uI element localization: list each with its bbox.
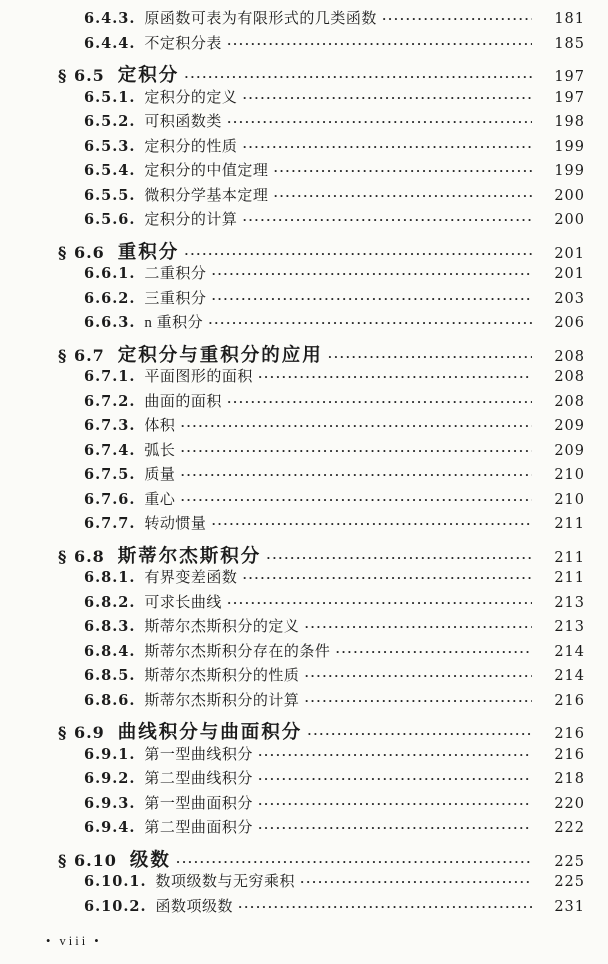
- toc-entry: [0, 238, 608, 263]
- toc-entry-title: 定积分的中值定理: [144, 163, 269, 179]
- toc-entry: [0, 7, 608, 32]
- toc-entry-title: 原函数可表为有限形式的几类函数: [144, 11, 377, 27]
- toc-entry: [0, 591, 608, 616]
- toc-entry-page: 209: [554, 418, 585, 434]
- toc-entry-number: 6.6.2.: [84, 289, 136, 307]
- dot-leader: [258, 820, 532, 836]
- toc-entry: [0, 640, 608, 665]
- toc-entry-number: 6.4.4.: [84, 34, 136, 52]
- toc-entry: [0, 341, 608, 366]
- toc-list: [0, 7, 608, 919]
- toc-entry-title: 不定积分表: [144, 35, 222, 52]
- toc-entry: [0, 208, 608, 233]
- toc-entry-title: 第一型曲面积分: [144, 795, 253, 812]
- toc-entry-title: 平面图形的面积: [144, 369, 253, 385]
- toc-entry: [0, 895, 608, 920]
- toc-entry: [0, 664, 608, 689]
- toc-entry-page: 211: [554, 570, 585, 586]
- toc-entry: [0, 159, 608, 184]
- toc-entry-page: 213: [554, 619, 585, 635]
- dot-leader: [227, 114, 532, 130]
- toc-entry-page: 216: [554, 726, 585, 742]
- toc-entry-number: § 6.9: [58, 723, 105, 742]
- dot-leader: [208, 315, 532, 331]
- toc-entry-page: 214: [554, 643, 585, 660]
- toc-entry-title: 转动惯量: [144, 516, 207, 532]
- toc-entry-number: 6.8.5.: [84, 667, 136, 684]
- toc-entry-page: 199: [554, 138, 585, 155]
- toc-entry-title: 曲面的面积: [144, 393, 222, 410]
- toc-entry-page: 198: [554, 114, 585, 130]
- toc-entry-page: 210: [554, 467, 585, 483]
- toc-entry: [0, 311, 608, 336]
- toc-entry-number: 6.9.1.: [84, 745, 136, 763]
- toc-entry-number: § 6.8: [58, 546, 105, 566]
- toc-entry-title: 函数项级数: [155, 898, 234, 915]
- dot-leader: [238, 899, 532, 915]
- dot-leader: [300, 874, 532, 890]
- toc-entry-page: 197: [554, 89, 585, 106]
- toc-entry-number: 6.5.1.: [84, 88, 136, 106]
- toc-entry-number: 6.9.4.: [84, 819, 136, 836]
- toc-entry-title: 级数: [129, 850, 171, 871]
- toc-entry-number: 6.7.7.: [84, 515, 136, 532]
- toc-entry: [0, 61, 608, 86]
- toc-entry: [0, 365, 608, 390]
- toc-entry-number: § 6.5: [58, 66, 105, 85]
- toc-entry-page: 211: [554, 549, 585, 566]
- dot-leader: [180, 418, 532, 434]
- toc-entry-number: 6.8.6.: [84, 691, 136, 709]
- toc-entry-title: 定积分的性质: [144, 138, 238, 155]
- toc-entry-number: 6.7.1.: [84, 368, 136, 385]
- toc-entry-title: 二重积分: [144, 266, 207, 282]
- toc-entry: [0, 439, 608, 464]
- toc-entry: [0, 287, 608, 312]
- toc-entry-page: 206: [554, 315, 585, 331]
- dot-leader: [176, 854, 532, 870]
- toc-entry-page: 208: [554, 348, 585, 365]
- toc-entry-title: 斯蒂尔杰斯积分的定义: [144, 619, 300, 635]
- toc-entry-number: 6.10.2.: [84, 897, 147, 915]
- dot-leader: [304, 693, 532, 709]
- toc-entry: [0, 743, 608, 768]
- toc-entry-page: 216: [554, 746, 585, 763]
- toc-entry: [0, 414, 608, 439]
- dot-leader: [242, 570, 532, 586]
- toc-entry-page: 181: [554, 11, 585, 27]
- toc-entry-number: 6.8.3.: [84, 618, 136, 635]
- toc-entry-number: 6.7.4.: [84, 441, 136, 459]
- toc-entry-page: 203: [554, 290, 585, 307]
- toc-entry: [0, 488, 608, 513]
- toc-entry-page: 218: [554, 771, 585, 787]
- dot-leader: [184, 69, 532, 85]
- toc-entry-page: 213: [554, 594, 585, 611]
- toc-entry-number: 6.9.2.: [84, 770, 136, 787]
- dot-leader: [258, 747, 532, 763]
- toc-entry: [0, 86, 608, 111]
- toc-entry-title: 斯蒂尔杰斯积分的性质: [144, 668, 300, 684]
- toc-entry-title: 定积分: [117, 66, 180, 86]
- toc-entry: [0, 615, 608, 640]
- toc-entry: [0, 390, 608, 415]
- toc-entry-title: 斯蒂尔杰斯积分的计算: [144, 692, 300, 709]
- toc-entry-title: 第二型曲面积分: [144, 820, 253, 836]
- toc-entry: [0, 846, 608, 871]
- toc-entry-title: 重心: [144, 491, 176, 508]
- toc-entry: [0, 184, 608, 209]
- dot-leader: [242, 90, 532, 106]
- toc-entry-title: 微积分学基本定理: [144, 187, 269, 204]
- dot-leader: [328, 349, 532, 365]
- toc-entry-title: n 重积分: [144, 315, 204, 331]
- toc-entry-page: 200: [554, 187, 585, 204]
- dot-leader: [227, 394, 532, 410]
- toc-entry-title: 定积分的计算: [144, 212, 238, 228]
- toc-entry-page: 211: [554, 516, 585, 532]
- toc-entry-title: 曲线积分与曲面积分: [117, 723, 303, 743]
- toc-entry-number: 6.9.3.: [84, 794, 136, 812]
- toc-entry: [0, 689, 608, 714]
- toc-entry-number: 6.5.3.: [84, 137, 136, 155]
- toc-entry-title: 可积函数类: [144, 114, 222, 130]
- toc-entry-number: 6.8.2.: [84, 593, 136, 611]
- toc-entry-page: 201: [554, 266, 585, 282]
- toc-entry-title: 第二型曲线积分: [144, 771, 253, 787]
- toc-entry-number: 6.6.1.: [84, 265, 136, 282]
- dot-leader: [335, 644, 532, 660]
- toc-entry-number: 6.4.3.: [84, 10, 136, 27]
- toc-entry-page: 216: [554, 692, 585, 709]
- toc-entry-title: 弧长: [144, 442, 176, 459]
- dot-leader: [227, 595, 532, 611]
- dot-leader: [180, 467, 532, 483]
- toc-entry-number: 6.7.5.: [84, 466, 136, 483]
- toc-entry-title: 第一型曲线积分: [144, 746, 253, 763]
- toc-entry-number: 6.8.1.: [84, 569, 136, 586]
- page-number-footer: • viii •: [46, 934, 102, 948]
- toc-entry-number: 6.7.3.: [84, 417, 136, 434]
- dot-leader: [242, 212, 532, 228]
- toc-entry-number: 6.8.4.: [84, 642, 136, 660]
- dot-leader: [211, 266, 532, 282]
- toc-entry-page: 197: [554, 69, 585, 85]
- dot-leader: [180, 443, 532, 459]
- dot-leader: [227, 36, 532, 52]
- dot-leader: [273, 163, 532, 179]
- toc-entry-page: 210: [554, 491, 585, 508]
- toc-entry-number: § 6.7: [58, 345, 105, 365]
- toc-entry: [0, 792, 608, 817]
- toc-entry-page: 209: [554, 442, 585, 459]
- dot-leader: [307, 726, 532, 742]
- dot-leader: [382, 11, 532, 27]
- toc-entry-title: 三重积分: [144, 290, 207, 307]
- toc-entry-number: 6.7.2.: [84, 392, 136, 410]
- toc-entry-page: 231: [554, 898, 585, 915]
- dot-leader: [304, 668, 532, 684]
- dot-leader: [211, 291, 532, 307]
- toc-entry-title: 有界变差函数: [144, 570, 238, 586]
- toc-entry-page: 225: [554, 874, 585, 890]
- toc-entry: [0, 718, 608, 743]
- toc-entry: [0, 110, 608, 135]
- dot-leader: [211, 516, 532, 532]
- toc-entry-page: 201: [554, 245, 585, 262]
- toc-entry-number: 6.5.2.: [84, 113, 136, 130]
- toc-entry-page: 220: [554, 795, 585, 812]
- toc-entry-number: § 6.10: [58, 850, 117, 870]
- toc-entry-title: 斯蒂尔杰斯积分: [117, 546, 262, 567]
- toc-entry-number: 6.7.6.: [84, 490, 136, 508]
- toc-entry: [0, 512, 608, 537]
- toc-entry-title: 数项级数与无穷乘积: [155, 874, 296, 890]
- toc-entry: [0, 262, 608, 287]
- toc-entry-number: 6.5.4.: [84, 162, 136, 179]
- toc-entry: [0, 870, 608, 895]
- dot-leader: [266, 550, 532, 566]
- dot-leader: [304, 619, 532, 635]
- dot-leader: [258, 369, 532, 385]
- dot-leader: [242, 139, 532, 155]
- toc-entry-title: 可求长曲线: [144, 594, 222, 611]
- toc-entry: [0, 566, 608, 591]
- toc-entry-number: 6.5.5.: [84, 186, 136, 204]
- toc-entry-number: 6.6.3.: [84, 314, 136, 331]
- toc-entry-number: 6.5.6.: [84, 211, 136, 228]
- dot-leader: [180, 492, 532, 508]
- toc-entry: [0, 32, 608, 57]
- toc-entry-title: 定积分的定义: [144, 89, 238, 106]
- toc-entry-title: 定积分与重积分的应用: [117, 345, 323, 366]
- toc-entry-page: 185: [554, 35, 585, 52]
- toc-entry-page: 214: [554, 668, 585, 684]
- toc-entry: [0, 542, 608, 567]
- dot-leader: [258, 771, 532, 787]
- toc-entry: [0, 816, 608, 841]
- toc-entry: [0, 463, 608, 488]
- toc-entry-page: 208: [554, 393, 585, 410]
- toc-entry-page: 199: [554, 163, 585, 179]
- dot-leader: [258, 796, 532, 812]
- toc-entry: [0, 135, 608, 160]
- toc-entry-number: 6.10.1.: [84, 873, 147, 890]
- dot-leader: [184, 246, 532, 262]
- toc-entry-title: 体积: [144, 418, 176, 434]
- toc-entry-number: § 6.6: [58, 242, 105, 262]
- toc-entry-page: 222: [554, 820, 585, 836]
- toc-entry-title: 质量: [144, 467, 176, 483]
- toc-entry-page: 225: [554, 853, 585, 870]
- dot-leader: [273, 188, 532, 204]
- toc-entry-title: 斯蒂尔杰斯积分存在的条件: [144, 643, 331, 660]
- toc-entry-page: 200: [554, 212, 585, 228]
- toc-entry-page: 208: [554, 369, 585, 385]
- toc-entry-title: 重积分: [117, 242, 180, 263]
- toc-entry: [0, 767, 608, 792]
